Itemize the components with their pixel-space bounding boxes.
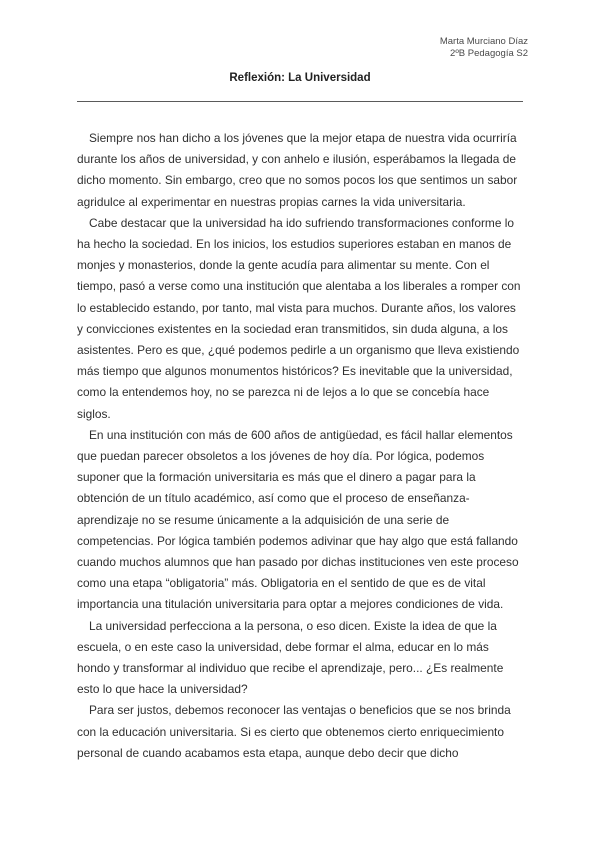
paragraph: En una institución con más de 600 años de antigüedad, es fácil hallar elementos que puedan parecer obsoletos a los jóvenes de hoy día. Por lógica, podemos suponer que la formación universitaria es más que el dinero a pagar para la obtención de un título académico, así como que el proceso de enseñanza-aprendizaje no se resume únicamente a la adquisición de una serie de competencias. Por lógica también podemos adivinar que hay algo que está fallando cuando muchos alumnos que han pasado por dichas instituciones ven este proceso como una etapa “obligatoria” más. Obligatoria en el sentido de que es de vital importancia una titulación universitaria para optar a mejores condiciones de vida. [77, 427, 519, 612]
paragraph: Siempre nos han dicho a los jóvenes que la mejor etapa de nuestra vida ocurriría durante los años de universidad, y con anhelo e ilusión, esperábamos la llegada de dicho momento. Sin embargo, creo que no somos pocos los que sentimos un sabor agridulce al experimentar en nuestras propias carnes la vida universitaria. [77, 131, 518, 209]
title-divider [77, 101, 523, 102]
page-header [440, 36, 528, 60]
author-name: Marta Murciano Díaz [439, 36, 528, 47]
course-label: 2ºB Pedagogía S2 [450, 48, 528, 59]
document-body [77, 128, 524, 764]
paragraph: Cabe destacar que la universidad ha ido sufriendo transformaciones conforme lo ha hecho la sociedad. En los inicios, los estudios superiores estaban en manos de monjes y monasterios, donde la gente acudía para alimentar su mente. Con el tiempo, pasó a verse como una institución que alentaba a los liberales a romper con lo establecido estando, por tanto, mal vista para muchos. Durante años, los valores y convicciones existentes en la sociedad eran transmitidos, sin duda alguna, a los asistentes. Pero es que, ¿qué podemos pedirle a un organismo que lleva existiendo más tiempo que algunos monumentos históricos? Es inevitable que la universidad, como la entendemos hoy, no se parezca ni de lejos a lo que se concebía hace siglos. [77, 215, 521, 421]
paragraph: Para ser justos, debemos reconocer las ventajas o beneficios que se nos brinda con la educación universitaria. Si es cierto que obtenemos cierto enriquecimiento personal de cuando acabamos esta etapa, aunque debo decir que dicho [77, 703, 511, 760]
document-title: Reflexión: La Universidad [229, 72, 371, 84]
paragraph: La universidad perfecciona a la persona, o eso dicen. Existe la idea de que la escuela, o en este caso la universidad, debe formar el alma, educar en lo más hondo y transformar al individuo que recibe el aprendizaje, pero... ¿Es realmente esto lo que hace la universidad? [77, 618, 504, 697]
